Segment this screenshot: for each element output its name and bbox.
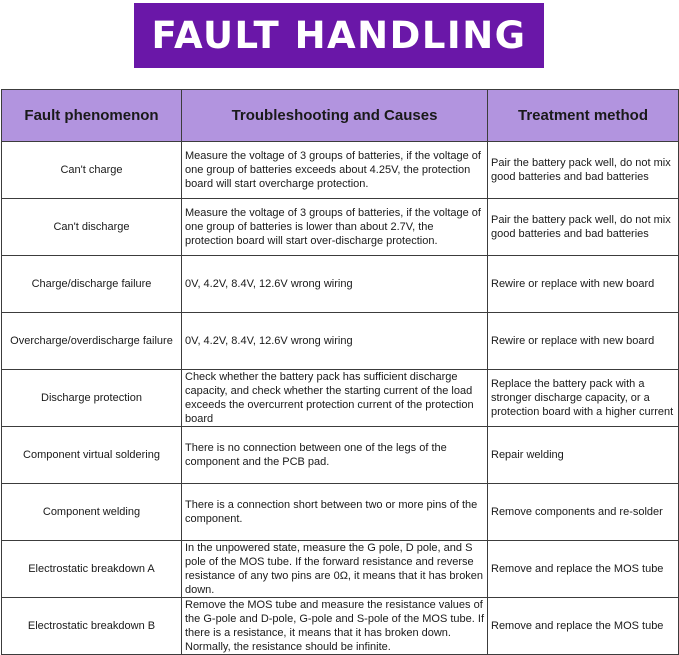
table-row — [2, 256, 679, 313]
header-fault-phenomenon: Fault phenomenon — [2, 90, 182, 142]
treatment-cell: Pair the battery pack well, do not mix good batteries and bad batteries — [488, 199, 679, 256]
troubleshooting-cell: Measure the voltage of 3 groups of batteries, if the voltage of one group of batteries exceeds about 4.25V, the protection board will start overcharge protection. — [182, 142, 488, 199]
table-row — [2, 541, 679, 598]
fault-phenomenon-cell: Overcharge/overdischarge failure — [2, 313, 182, 370]
fault-phenomenon-cell: Component virtual soldering — [2, 427, 182, 484]
troubleshooting-cell: Remove the MOS tube and measure the resistance values of the G-pole and D-pole, G-pole and S-pole of the MOS tube. If there is a resistance, it means that it has broken down. Normally, the resistance should be infinite. — [182, 598, 488, 655]
table-row — [2, 370, 679, 427]
fault-phenomenon-cell: Electrostatic breakdown A — [2, 541, 182, 598]
header-treatment-method: Treatment method — [488, 90, 679, 142]
table-row — [2, 142, 679, 199]
fault-phenomenon-cell: Can't discharge — [2, 199, 182, 256]
table-header-row — [2, 90, 679, 142]
troubleshooting-cell: There is no connection between one of the legs of the component and the PCB pad. — [182, 427, 488, 484]
treatment-cell: Pair the battery pack well, do not mix good batteries and bad batteries — [488, 142, 679, 199]
treatment-cell: Rewire or replace with new board — [488, 313, 679, 370]
header-troubleshooting: Troubleshooting and Causes — [182, 90, 488, 142]
treatment-cell: Replace the battery pack with a stronger discharge capacity, or a protection board with a higher current — [488, 370, 679, 427]
troubleshooting-cell: 0V, 4.2V, 8.4V, 12.6V wrong wiring — [182, 313, 488, 370]
table-row — [2, 427, 679, 484]
fault-phenomenon-cell: Can't charge — [2, 142, 182, 199]
troubleshooting-cell: Measure the voltage of 3 groups of batteries, if the voltage of one group of batteries is lower than about 2.7V, the protection board will start over-discharge protection. — [182, 199, 488, 256]
table-row — [2, 313, 679, 370]
troubleshooting-cell: There is a connection short between two or more pins of the component. — [182, 484, 488, 541]
fault-table — [1, 89, 679, 655]
treatment-cell: Remove and replace the MOS tube — [488, 541, 679, 598]
troubleshooting-cell: In the unpowered state, measure the G pole, D pole, and S pole of the MOS tube. If the forward resistance and reverse resistance of any two pins are 0Ω, it means that it has broken down. — [182, 541, 488, 598]
title-banner — [134, 3, 544, 68]
table-row — [2, 598, 679, 655]
treatment-cell: Remove and replace the MOS tube — [488, 598, 679, 655]
troubleshooting-cell: 0V, 4.2V, 8.4V, 12.6V wrong wiring — [182, 256, 488, 313]
fault-phenomenon-cell: Component welding — [2, 484, 182, 541]
troubleshooting-cell: Check whether the battery pack has sufficient discharge capacity, and check whether the starting current of the load exceeds the overcurrent protection current of the protection board — [182, 370, 488, 427]
fault-phenomenon-cell: Electrostatic breakdown B — [2, 598, 182, 655]
fault-phenomenon-cell: Discharge protection — [2, 370, 182, 427]
treatment-cell: Rewire or replace with new board — [488, 256, 679, 313]
treatment-cell: Remove components and re-solder — [488, 484, 679, 541]
treatment-cell: Repair welding — [488, 427, 679, 484]
fault-phenomenon-cell: Charge/discharge failure — [2, 256, 182, 313]
page-title: FAULT HANDLING — [151, 14, 527, 57]
table-row — [2, 484, 679, 541]
table-row — [2, 199, 679, 256]
